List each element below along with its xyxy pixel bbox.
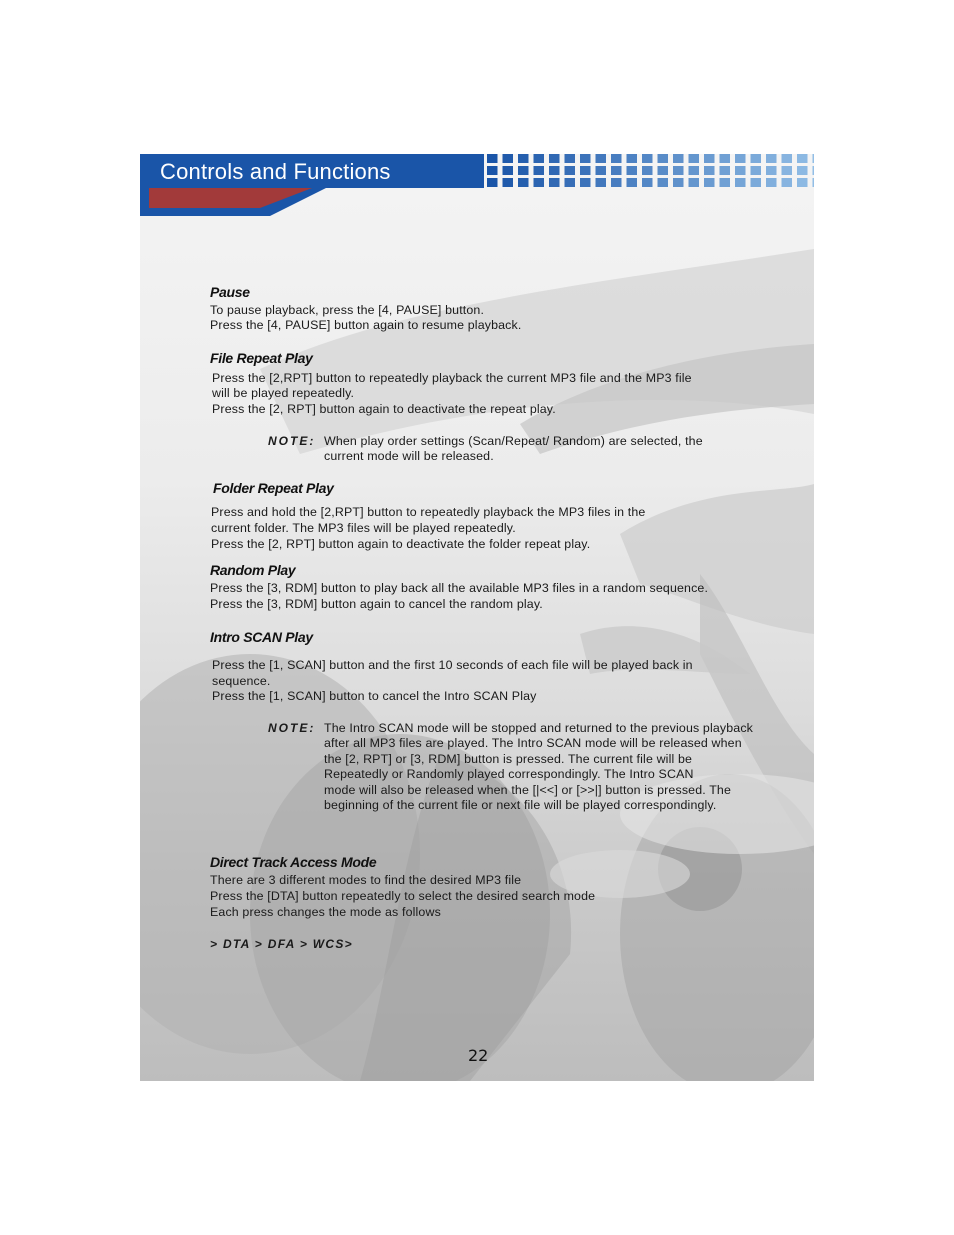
grid-square [782,178,793,187]
grid-square [704,154,715,163]
grid-square [782,166,793,175]
grid-square [642,178,653,187]
grid-square [549,154,560,163]
section-title-file-repeat: File Repeat Play [210,350,313,366]
grid-square [611,166,622,175]
text-line: To pause playback, press the [4, PAUSE] button. [210,303,485,317]
grid-square [580,178,591,187]
grid-square [487,178,498,187]
section-title-folder-repeat: Folder Repeat Play [213,480,334,496]
grid-square [673,154,684,163]
grid-square [658,166,669,175]
grid-square [689,178,700,187]
grid-square [596,166,607,175]
grid-square [627,166,638,175]
grid-square [642,166,653,175]
note-line: The Intro SCAN mode will be stopped and returned to the previous playback [324,721,754,735]
text-line: Press the [2, RPT] button again to deactivate the repeat play. [212,402,556,416]
text-line: current folder. The MP3 files will be played repeatedly. [211,521,516,535]
grid-square [658,178,669,187]
note-line: mode will also be released when the [|<<] or [>>|] button is pressed. The [324,783,732,797]
note-line: the [2, RPT] or [3, RDM] button is pressed. The current file will be [324,752,693,766]
grid-square [487,166,498,175]
grid-square [673,178,684,187]
grid-square [720,154,731,163]
text-line: Press the [3, RDM] button again to cancel the random play. [210,597,543,611]
grid-square [751,154,762,163]
grid-square [766,178,777,187]
text-line: sequence. [212,674,271,688]
grid-square [782,154,793,163]
grid-square [797,154,808,163]
grid-square [534,178,545,187]
page-title: Controls and Functions [160,159,391,184]
section-title-random: Random Play [210,562,296,578]
grid-square [658,154,669,163]
note-line: after all MP3 files are played. The Intro SCAN mode will be released when [324,736,742,750]
grid-square [596,178,607,187]
page-number: 22 [468,1046,489,1065]
note-label: NOTE: [268,434,316,448]
grid-square [503,154,514,163]
grid-square [549,166,560,175]
grid-square [549,178,560,187]
grid-square [580,166,591,175]
grid-square [735,166,746,175]
grid-square [596,154,607,163]
grid-square [565,178,576,187]
grid-square [565,166,576,175]
grid-square [518,154,529,163]
grid-square [611,154,622,163]
grid-square [642,154,653,163]
note-line: current mode will be released. [324,449,494,463]
grid-square [503,166,514,175]
grid-square [534,166,545,175]
note-line: Repeatedly or Randomly played correspondingly. The Intro SCAN [324,767,694,781]
grid-square [534,154,545,163]
grid-square [704,166,715,175]
grid-square [751,166,762,175]
grid-square [766,166,777,175]
note-label: NOTE: [268,721,316,735]
grid-square [704,178,715,187]
grid-square [627,154,638,163]
grid-square [720,178,731,187]
text-line: Press the [2, RPT] button again to deactivate the folder repeat play. [211,537,591,551]
text-line: Press the [2,RPT] button to repeatedly playback the current MP3 file and the MP3 file [212,371,692,385]
text-line: Press and hold the [2,RPT] button to repeatedly playback the MP3 files in the [211,505,646,519]
text-line: will be played repeatedly. [212,386,355,400]
section-title-intro-scan: Intro SCAN Play [210,629,313,645]
grid-square [735,178,746,187]
grid-square [580,154,591,163]
grid-square [813,154,815,163]
grid-square [797,178,808,187]
grid-square [813,166,815,175]
text-line: Press the [DTA] button repeatedly to select the desired search mode [210,889,596,903]
grid-square [813,178,815,187]
grid-square [487,154,498,163]
grid-square [689,154,700,163]
note-line: When play order settings (Scan/Repeat/ Random) are selected, the [324,434,703,448]
mode-sequence: > DTA > DFA > WCS> [210,937,353,951]
text-line: There are 3 different modes to find the desired MP3 file [210,873,522,887]
grid-square [611,178,622,187]
note-line: beginning of the current file or next file will be played correspondingly. [324,798,717,812]
grid-square [565,154,576,163]
section-title-pause: Pause [210,284,250,300]
text-line: Press the [4, PAUSE] button again to resume playback. [210,318,522,332]
decorative-grid [487,154,814,188]
grid-square [689,166,700,175]
grid-square [673,166,684,175]
grid-square [751,178,762,187]
grid-square [503,178,514,187]
header-accent [140,186,330,216]
text-line: Press the [1, SCAN] button and the first 10 seconds of each file will be played back in [212,658,693,672]
grid-square [735,154,746,163]
grid-square [720,166,731,175]
text-line: Press the [3, RDM] button to play back all the available MP3 files in a random sequence. [210,581,709,595]
section-title-direct-track: Direct Track Access Mode [210,854,377,870]
grid-square [518,166,529,175]
grid-square [766,154,777,163]
grid-square [627,178,638,187]
grid-square [797,166,808,175]
text-line: Each press changes the mode as follows [210,905,441,919]
grid-square [518,178,529,187]
text-line: Press the [1, SCAN] button to cancel the Intro SCAN Play [212,689,537,703]
